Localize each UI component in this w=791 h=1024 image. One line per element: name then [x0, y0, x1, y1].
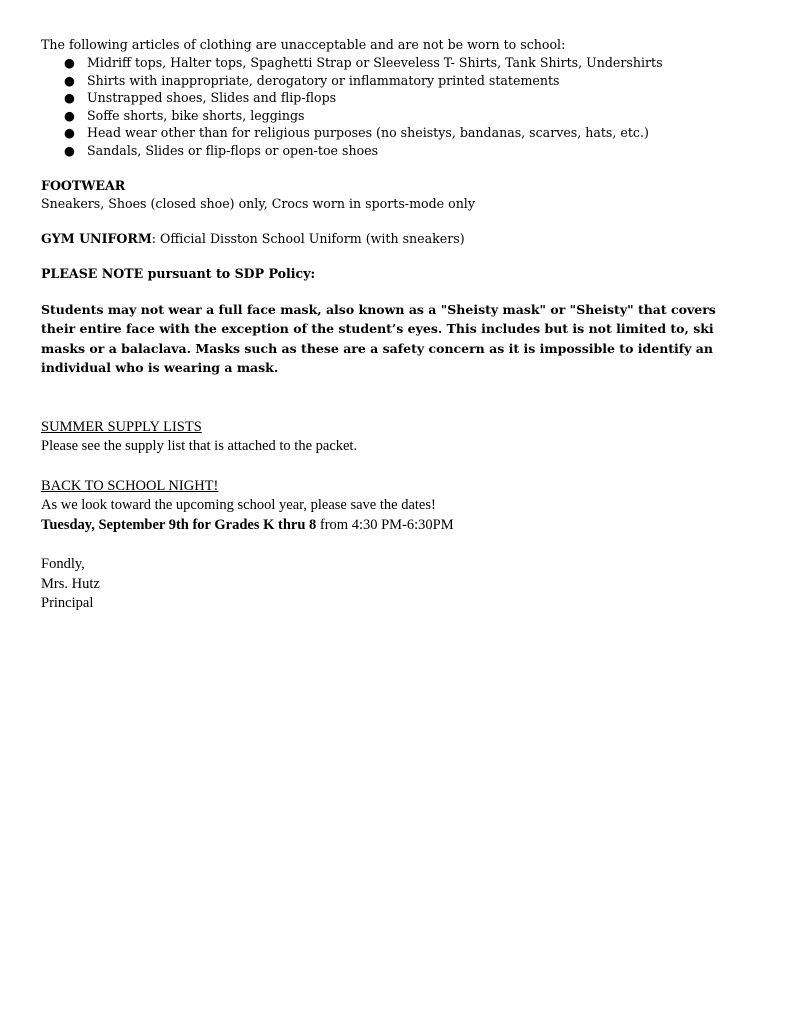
list-item-text: Soffe shorts, bike shorts, leggings: [87, 107, 305, 123]
back-to-school-date: Tuesday, September 9th for Grades K thru 8: [41, 516, 317, 533]
supply-heading: SUMMER SUPPLY LISTS: [41, 418, 202, 435]
policy-section: [41, 265, 751, 378]
supply-section: [41, 418, 751, 457]
list-item-text: Unstrapped shoes, Slides and flip-flops: [87, 90, 337, 106]
bullet-icon: ●: [64, 142, 75, 158]
back-to-school-text: As we look toward the upcoming school year, please save the dates!: [41, 497, 436, 514]
list-item-text: Head wear other than for religious purposes (no sheistys, bandanas, scarves, hats, etc.): [87, 125, 649, 141]
bullet-icon: ●: [64, 55, 75, 70]
clothing-intro: The following articles of clothing are unacceptable and are not be worn to school:: [41, 37, 566, 52]
gym-uniform-text: : Official Disston School Uniform (with sneakers): [151, 230, 465, 246]
mask-policy-notice: Students may not wear a full face mask, also known as a "Sheisty mask" or "Sheisty" that covers their entire face with the exception of the student’s eyes. This includes but is not limited to, ski masks or a balaclava. Masks such as these are a safety concern as it is impossible to identify an individual who is wearing a mask.: [41, 301, 716, 376]
gym-uniform-label: GYM UNIFORM: [41, 230, 152, 246]
back-to-school-heading: BACK TO SCHOOL NIGHT!: [41, 477, 219, 494]
list-item: [41, 142, 751, 160]
footwear-heading: FOOTWEAR: [41, 177, 126, 193]
list-item-text: Sandals, Slides or flip-flops or open-toe shoes: [87, 142, 379, 158]
list-item: [41, 124, 751, 142]
list-item: [41, 107, 751, 125]
clothing-list: [41, 54, 751, 160]
document-page: [41, 36, 751, 614]
bullet-icon: ●: [64, 125, 75, 141]
footwear-text: Sneakers, Shoes (closed shoe) only, Crocs worn in sports-mode only: [41, 195, 475, 211]
supply-text: Please see the supply list that is attached to the packet.: [41, 438, 358, 455]
list-item-text: Shirts with inappropriate, derogatory or inflammatory printed statements: [87, 72, 560, 88]
gym-uniform-section: [41, 230, 751, 248]
footwear-section: [41, 177, 751, 213]
list-item: [41, 89, 751, 107]
signature-title: Principal: [41, 595, 94, 612]
back-to-school-section: [41, 477, 751, 536]
signature-name: Mrs. Hutz: [41, 575, 100, 592]
bullet-icon: ●: [64, 72, 75, 88]
back-to-school-time: from 4:30 PM-6:30PM: [316, 516, 454, 533]
bullet-icon: ●: [64, 90, 75, 106]
clothing-section: [41, 36, 751, 160]
signature-block: [41, 555, 751, 614]
list-item-text: Midriff tops, Halter tops, Spaghetti Strap or Sleeveless T- Shirts, Tank Shirts, Undershirts: [87, 55, 663, 70]
gym-uniform-line: [41, 230, 751, 248]
signature-closing: Fondly,: [41, 556, 85, 573]
policy-heading: PLEASE NOTE pursuant to SDP Policy:: [41, 265, 316, 281]
list-item: [41, 72, 751, 90]
back-to-school-date-line: [41, 516, 751, 536]
bullet-icon: ●: [64, 107, 75, 123]
list-item: [41, 54, 751, 72]
